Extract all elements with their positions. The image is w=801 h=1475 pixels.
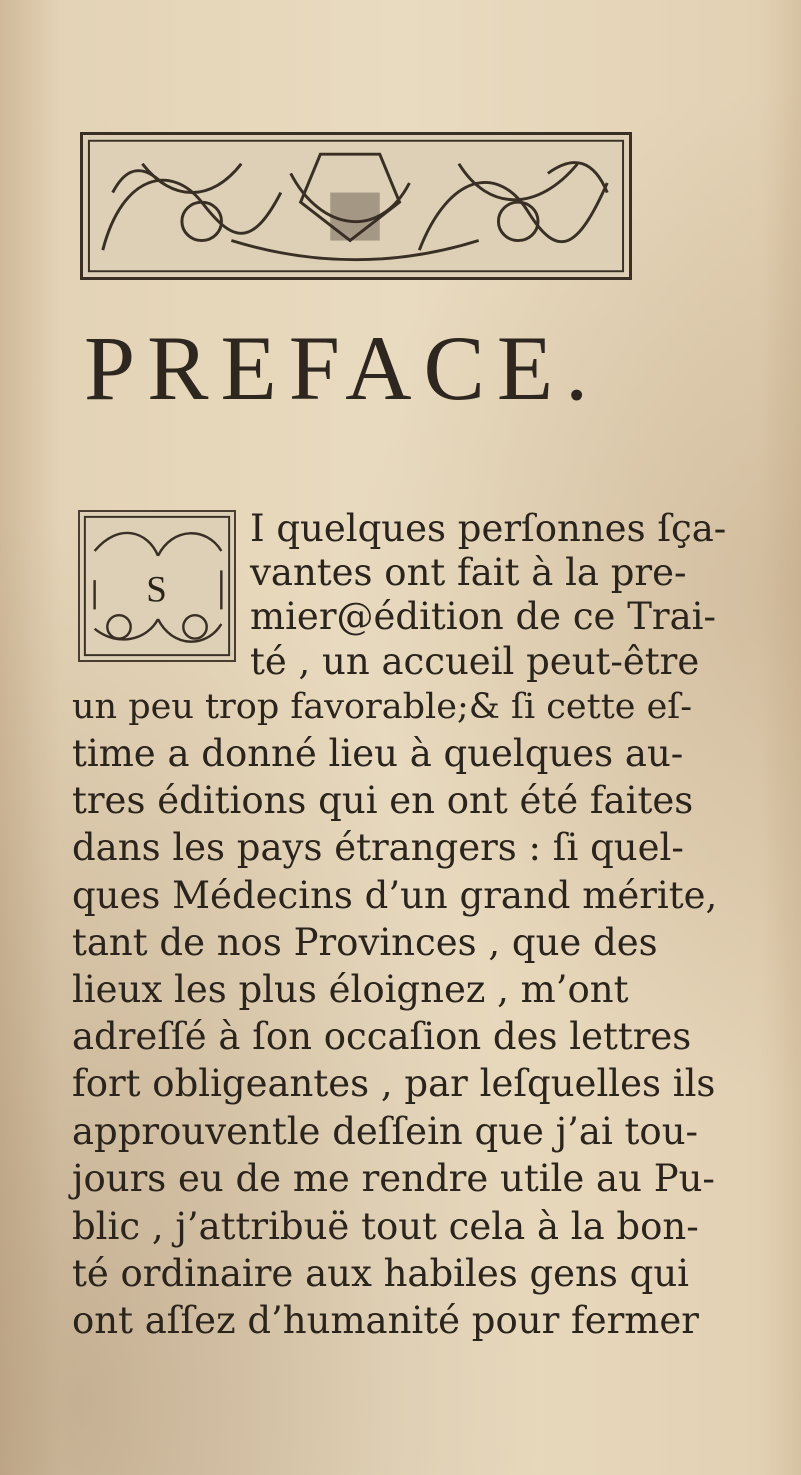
text-line: té ordinaire aux habiles gens qui [72, 1252, 689, 1295]
text-line: té , un accueil peut-être [250, 640, 700, 683]
decorated-initial [78, 510, 236, 662]
text-line: adreſſé à ſon occaſion des lettres [72, 1015, 692, 1058]
text-line: blic , j’attribuë tout cela à la bon- [72, 1205, 699, 1248]
text-line: tant de nos Provinces , que des [72, 921, 658, 964]
initial-letter: S [146, 569, 167, 611]
text-line: vantes ont fait à la pre- [250, 551, 687, 594]
text-line: ques Médecins d’un grand mérite, [72, 874, 718, 917]
text-line: lieux les plus éloignez , m’ont [72, 968, 629, 1011]
text-line: fort obligeantes , par leſquelles ils [72, 1062, 716, 1105]
page-title: PREFACE. [84, 317, 601, 419]
text-line: time a donné lieu à quelques au- [72, 732, 684, 775]
text-line: dans les pays étrangers : ſi quel- [72, 826, 684, 869]
headpiece-ornament-graphic [83, 135, 629, 277]
text-line: jours eu de me rendre utile au Pu- [72, 1157, 715, 1200]
text-line: I quelques perſonnes ſça- [250, 507, 727, 550]
text-line: mier@édition de ce Trai- [250, 595, 716, 638]
text-line: un peu trop favorable;& ſi cette eſ- [72, 687, 693, 727]
text-line: tres éditions qui en ont été faites [72, 779, 694, 822]
initial-ornament-graphic [80, 512, 234, 660]
text-line: approuventle deſſein que j’ai tou- [72, 1110, 699, 1153]
text-line: ont aſſez d’humanité pour fermer [72, 1299, 699, 1342]
ornamental-headpiece [80, 132, 632, 280]
